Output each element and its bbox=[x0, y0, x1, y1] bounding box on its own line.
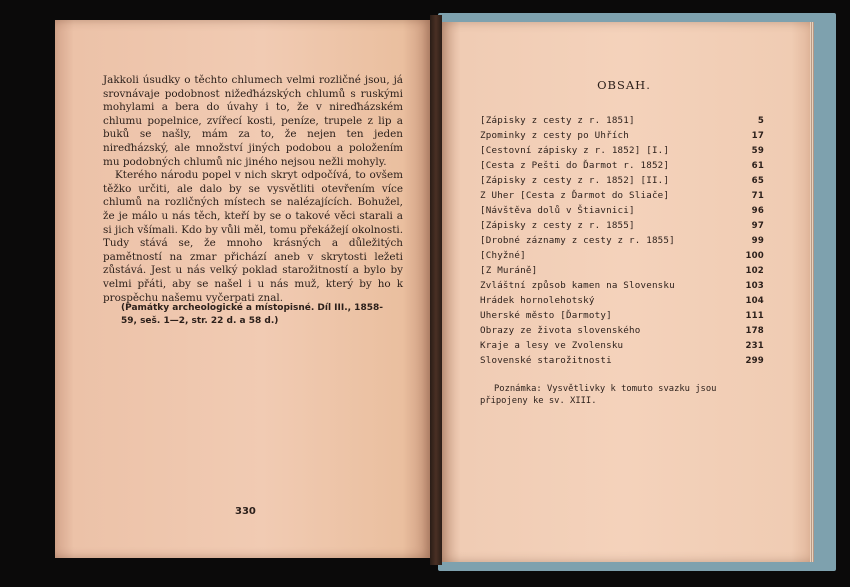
toc-entry-page: 65 bbox=[751, 176, 764, 186]
toc-entry-title: Uherské město [Ďarmoty] bbox=[480, 310, 612, 321]
toc-entry-title: Z Uher [Cesta z Ďarmot do Sliače] bbox=[480, 190, 670, 201]
toc-entry bbox=[480, 310, 764, 325]
toc-entry-page: 100 bbox=[745, 251, 764, 261]
toc-entry-page: 17 bbox=[751, 131, 764, 141]
toc-entry-page: 99 bbox=[751, 236, 764, 246]
toc-entry-title: Zpominky z cesty po Uhřích bbox=[480, 130, 630, 141]
toc-entry-title: Obrazy ze života slovenského bbox=[480, 325, 641, 336]
toc-entry-title: [Chyžné] bbox=[480, 250, 526, 261]
toc-entry-title: Hrádek hornolehotský bbox=[480, 295, 595, 306]
toc-entry bbox=[480, 340, 764, 355]
toc-entry bbox=[480, 295, 764, 310]
toc-entry-page: 59 bbox=[751, 146, 764, 156]
toc-entry-title: [Zápisky z cesty z r. 1851] bbox=[480, 115, 635, 126]
toc-entry-title: [Cesta z Pešti do Ďarmot r. 1852] bbox=[480, 160, 670, 171]
toc-entry-title: [Cestovní zápisky z r. 1852] [I.] bbox=[480, 145, 670, 156]
toc-entry-title: [Zápisky z cesty z r. 1855] bbox=[480, 220, 635, 231]
book-gutter bbox=[430, 15, 442, 565]
toc-entry-page: 71 bbox=[751, 191, 764, 201]
right-page bbox=[438, 22, 810, 562]
left-page bbox=[55, 20, 433, 558]
toc-entry bbox=[480, 265, 764, 280]
toc-entry bbox=[480, 205, 764, 220]
toc-title: OBSAH. bbox=[597, 78, 651, 92]
toc-entry bbox=[480, 355, 764, 370]
left-page-text bbox=[103, 74, 403, 305]
toc-entry-title: Kraje a lesy ve Zvolensku bbox=[480, 340, 624, 351]
toc-entry bbox=[480, 325, 764, 340]
toc-entry bbox=[480, 175, 764, 190]
toc-note: Poznámka: Vysvětlivky k tomuto svazku jsou připojeny ke sv. XIII. bbox=[480, 384, 717, 406]
toc-entry bbox=[480, 250, 764, 265]
toc-entry-title: [Zápisky z cesty z r. 1852] [II.] bbox=[480, 175, 670, 186]
toc-entry-page: 178 bbox=[745, 326, 764, 336]
toc-entry-title: Zvláštní způsob kamen na Slovensku bbox=[480, 280, 675, 291]
toc-entry-page: 111 bbox=[745, 311, 764, 321]
toc-entry-page: 231 bbox=[745, 341, 764, 351]
toc-entry bbox=[480, 220, 764, 235]
toc-entry-page: 103 bbox=[745, 281, 764, 291]
toc-entry bbox=[480, 160, 764, 175]
toc-entry-title: Slovenské starožitnosti bbox=[480, 355, 612, 366]
toc-entry bbox=[480, 130, 764, 145]
toc-entry bbox=[480, 115, 764, 130]
toc-entry-page: 102 bbox=[745, 266, 764, 276]
table-of-contents bbox=[480, 115, 764, 370]
paragraph-2: Kterého národu popel v nich skryt odpočívá, to ovšem těžko určiti, ale dalo by se vysvětliti otevřením více chlumů na rozličných místech se nalézajících. Bohužel, že je málo u nás těch, kteří by se o takové věci starali a si jich všímali. Kdo by vůli měl, tomu překážejí okolnosti. Tudy stává se, že mnoho krásných a důležitých pamětností na zmar přichází aneb v skrytosti ležeti zůstává. Jest u nás velký poklad starožitností a bylo by velmi přáti, aby se našel i u nás muž, který by ho k prospěchu našemu vyčerpati znal. bbox=[103, 169, 403, 304]
page-number: 330 bbox=[235, 506, 256, 517]
toc-entry-title: [Z Muráně] bbox=[480, 265, 538, 276]
toc-entry-page: 104 bbox=[745, 296, 764, 306]
toc-entry-page: 97 bbox=[751, 221, 764, 231]
toc-entry-page: 96 bbox=[751, 206, 764, 216]
toc-entry-page: 5 bbox=[757, 116, 764, 126]
toc-entry-page: 61 bbox=[751, 161, 764, 171]
toc-entry bbox=[480, 235, 764, 250]
toc-entry-title: [Návštěva dolů v Štiavnici] bbox=[480, 205, 635, 216]
toc-entry-title: [Drobné záznamy z cesty z r. 1855] bbox=[480, 235, 675, 246]
paragraph-1: Jakkoli úsudky o těchto chlumech velmi rozličné jsou, já srovnávaje podobnost nižeďházských chlumů s ruskými mohylami a bera do úvahy i to, že v nireďházském chlumu popelnice, zvířecí kosti, peníze, trupele z lip a buků se našly, mám za to, že nejen ten jeden nireďházský, ale množství jiných podobou a položením mu podobných chlumů nic jiného nejsou nežli mohyly. bbox=[103, 74, 403, 168]
toc-entry bbox=[480, 145, 764, 160]
toc-entry bbox=[480, 280, 764, 295]
toc-entry bbox=[480, 190, 764, 205]
citation: (Památky archeologické a místopisné. Díl III., 1858-59, seš. 1—2, str. 22 d. a 58 d.) bbox=[121, 303, 383, 326]
toc-entry-page: 299 bbox=[745, 356, 764, 366]
